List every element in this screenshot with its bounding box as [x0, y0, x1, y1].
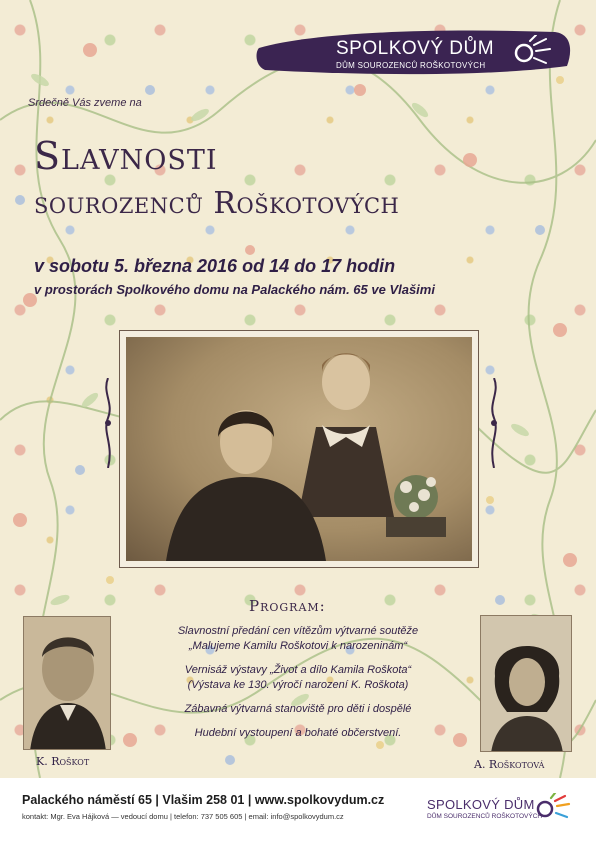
- banner-title: SPOLKOVÝ DŮM: [336, 38, 495, 59]
- title-line-2: sourozenců Roškotových: [34, 186, 400, 221]
- program-item-2: „Malujeme Kamilu Roškotovi k narozeninám“: [188, 640, 408, 652]
- footer-contact: kontakt: Mgr. Eva Hájková — vedoucí domu | telefon: 737 505 605 | email: info@spolkovydum.cz: [22, 812, 344, 821]
- event-place: v prostorách Spolkového domu na Palackého nám. 65 ve Vlašimi: [34, 282, 435, 297]
- portrait-k-roskot-illustration: [24, 617, 111, 750]
- portrait-k-roskot: [23, 616, 111, 750]
- portrait-left-caption: K. Roškot: [36, 755, 90, 768]
- program-item-5: Zábavná výtvarná stanoviště pro děti i dospělé: [184, 703, 412, 715]
- footer-logo: [427, 797, 542, 820]
- program-item-6: Hudební vystoupení a bohaté občerstvení.: [194, 727, 402, 739]
- main-photo-frame: [119, 330, 479, 568]
- program-item-3: Vernisáž výstavy „Život a dílo Kamila Roškota“: [184, 664, 412, 676]
- portrait-a-roskotova-illustration: [481, 616, 572, 752]
- right-ornament-icon: [486, 378, 502, 468]
- program-item-1: Slavnostní předání cen vítězům výtvarné soutěže: [177, 625, 419, 637]
- siblings-photo-illustration: [126, 337, 472, 561]
- portrait-right-caption: A. Roškotová: [474, 758, 545, 771]
- portrait-a-roskotova: [480, 615, 572, 752]
- footer-address: Palackého náměstí 65 | Vlašim 258 01 | www.spolkovydum.cz: [22, 793, 385, 807]
- title-line-1: Slavnosti: [34, 134, 218, 178]
- invite-text: Srdečně Vás zveme na: [28, 97, 142, 109]
- left-ornament-icon: [100, 378, 116, 468]
- program-item-4: (Výstava ke 130. výročí narození K. Roškota): [187, 679, 409, 691]
- banner-logo-text: [336, 38, 494, 70]
- program-title: Program:: [249, 597, 326, 615]
- footer-logo-icon: [533, 793, 573, 823]
- siblings-photo: [126, 337, 472, 561]
- spolkovy-dum-logo-icon: [508, 35, 552, 69]
- footer-logo-subtitle: DŮM SOUROZENCŮ ROŠKOTOVÝCH: [427, 813, 543, 820]
- banner-subtitle: DŮM SOUROZENCŮ ROŠKOTOVÝCH: [336, 61, 486, 70]
- footer-logo-title: SPOLKOVÝ DŮM: [427, 797, 535, 812]
- event-date: v sobotu 5. března 2016 od 14 do 17 hodin: [34, 256, 396, 276]
